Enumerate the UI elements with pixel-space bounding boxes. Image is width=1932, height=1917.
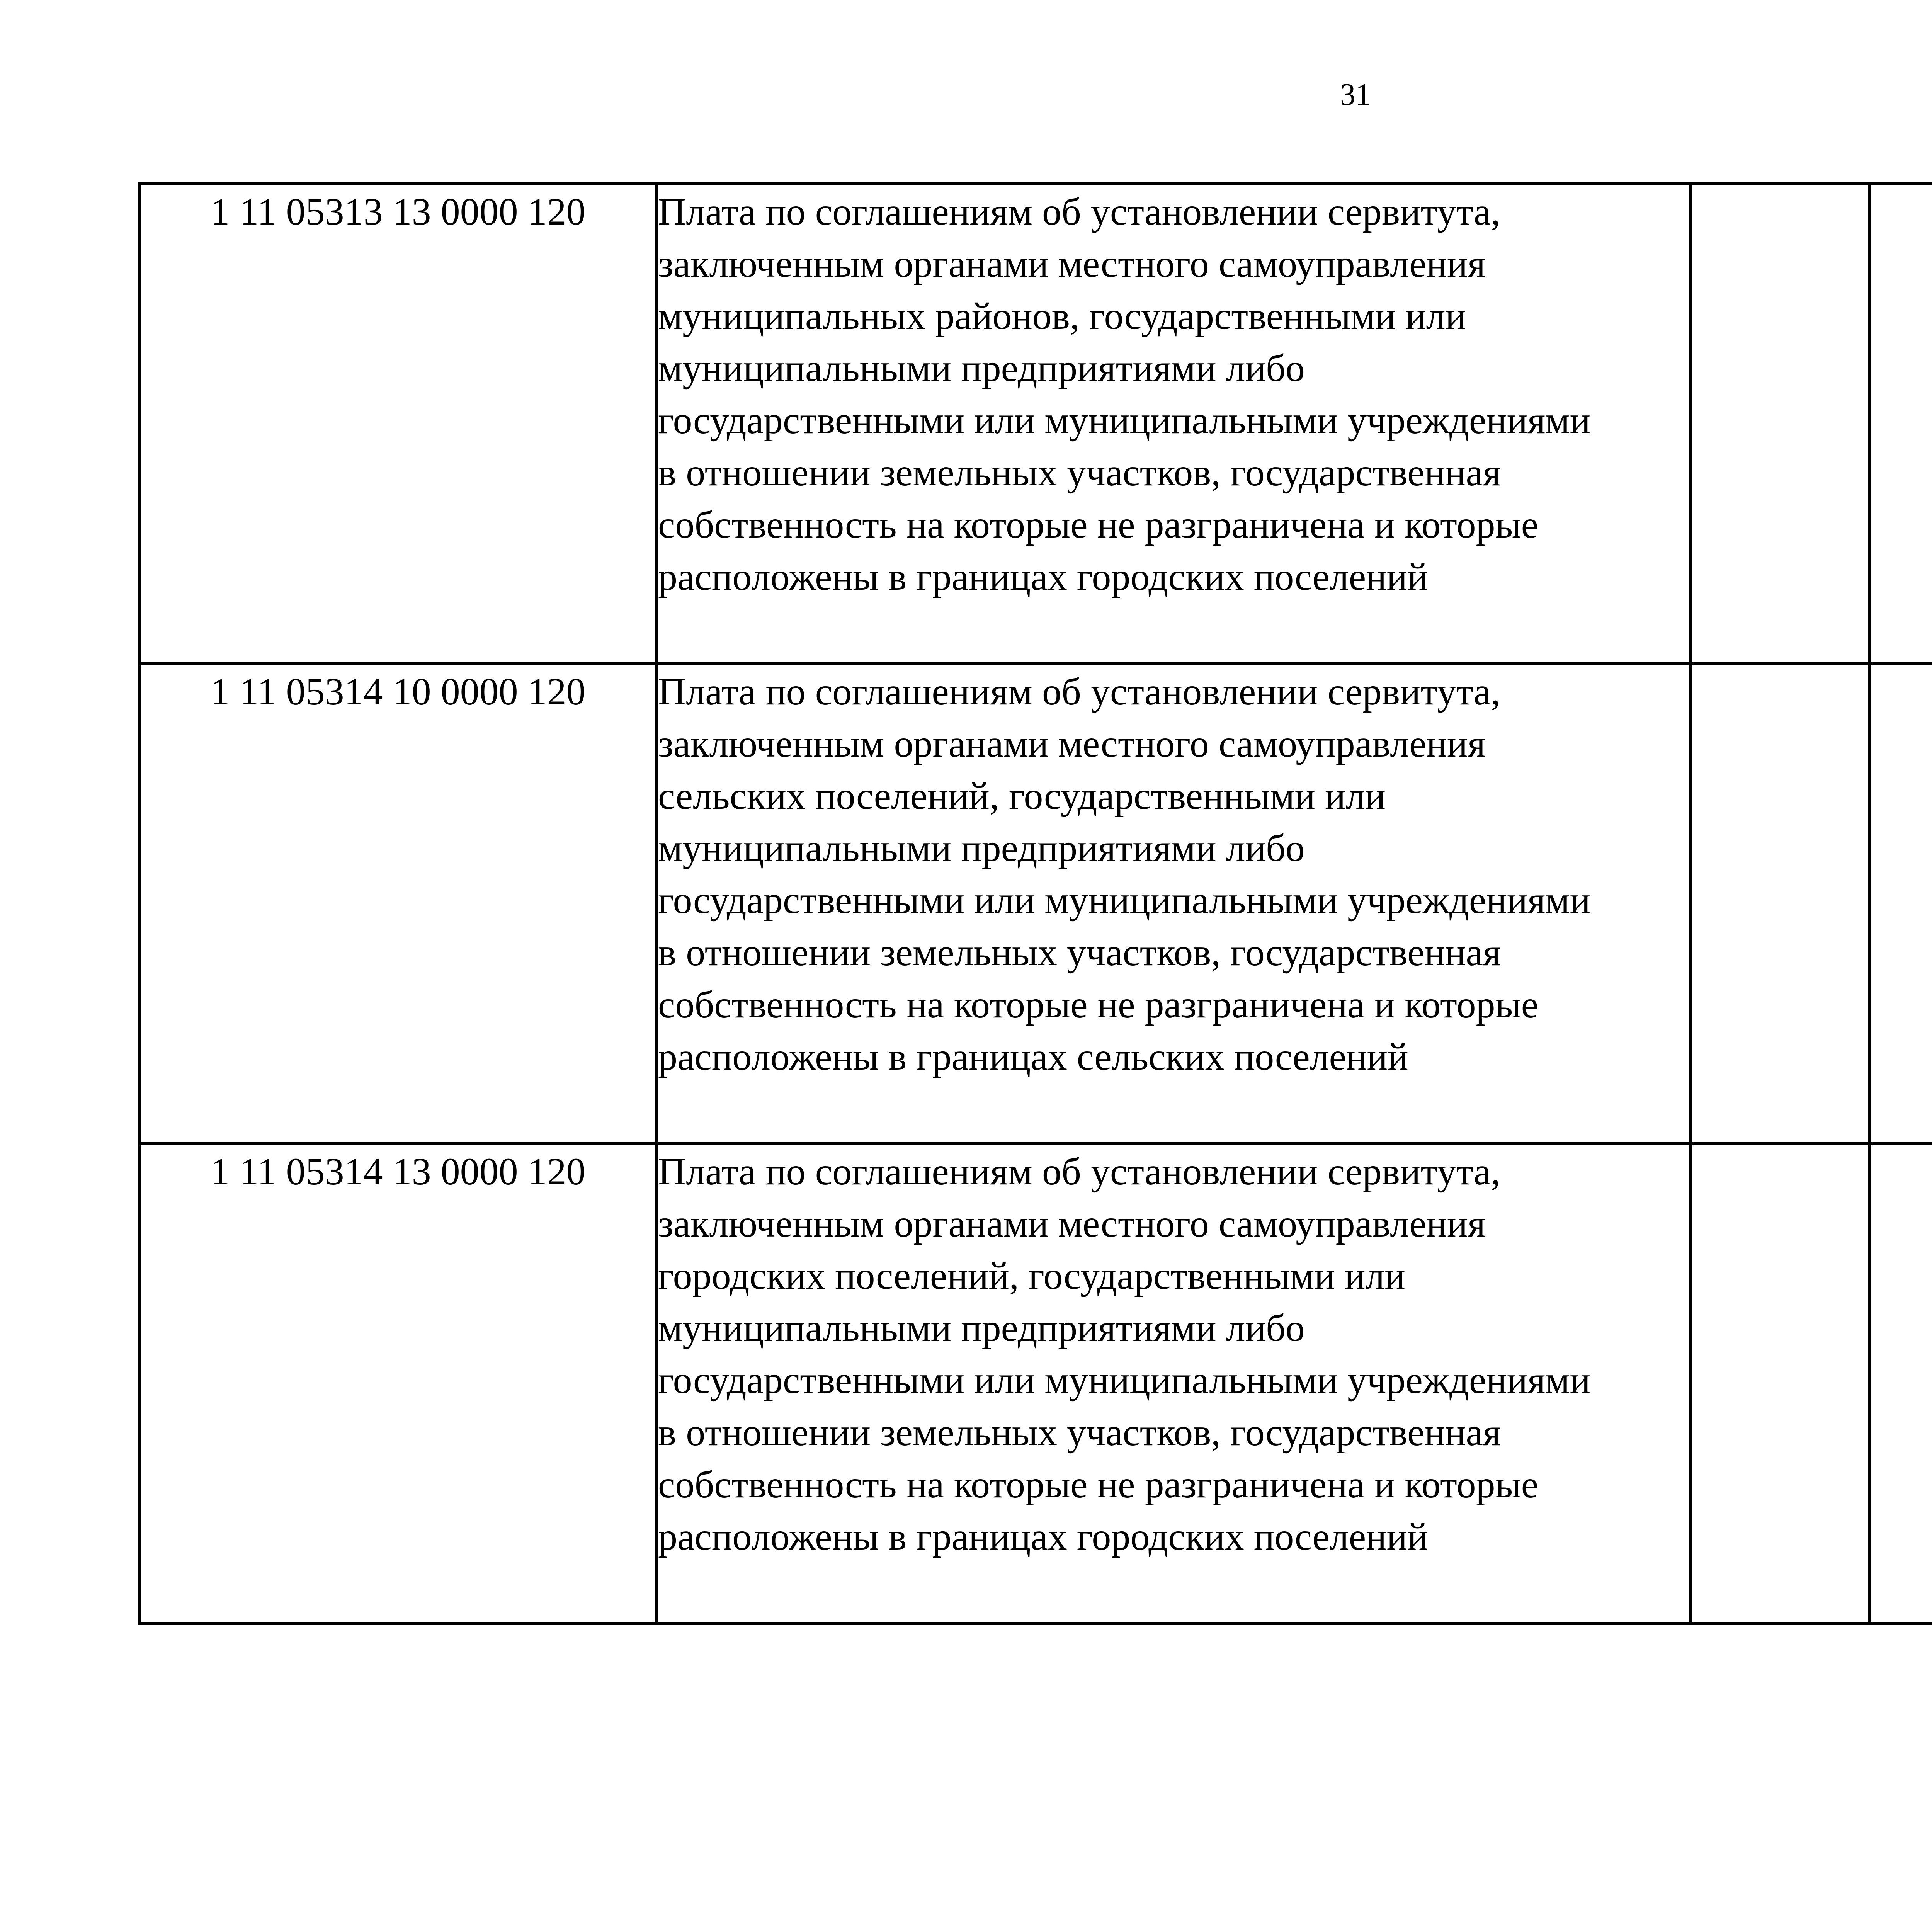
description-line: муниципальными предприятиями либо bbox=[658, 1306, 1305, 1349]
budget-code-cell: 1 11 05314 13 0000 120 bbox=[139, 1144, 656, 1624]
table-row bbox=[139, 184, 1932, 664]
table-row bbox=[139, 664, 1932, 1144]
description-line: собственность на которые не разграничена и которые bbox=[658, 503, 1539, 546]
description-line: собственность на которые не разграничена и которые bbox=[658, 1463, 1539, 1506]
description-cell bbox=[656, 664, 1690, 1144]
value-cell-4 bbox=[1870, 1144, 1932, 1624]
value-cell-4 bbox=[1870, 664, 1932, 1144]
value-cell-4 bbox=[1870, 184, 1932, 664]
description-line: муниципальных районов, государственными или bbox=[658, 294, 1466, 337]
table-row bbox=[139, 1144, 1932, 1624]
value-cell-3 bbox=[1690, 184, 1870, 664]
description-line: заключенным органами местного самоуправления bbox=[658, 242, 1486, 285]
description-line: в отношении земельных участков, государственная bbox=[658, 451, 1501, 494]
description-line: собственность на которые не разграничена и которые bbox=[658, 983, 1539, 1026]
description-line: Плата по соглашениям об установлении сервитута, bbox=[658, 670, 1501, 713]
description-line: заключенным органами местного самоуправления bbox=[658, 1202, 1486, 1245]
description-line: расположены в границах городских поселений bbox=[658, 555, 1428, 598]
description-cell bbox=[656, 184, 1690, 664]
budget-code-cell: 1 11 05314 10 0000 120 bbox=[139, 664, 656, 1144]
description-line: заключенным органами местного самоуправления bbox=[658, 722, 1486, 765]
description-line: муниципальными предприятиями либо bbox=[658, 347, 1305, 390]
description-line: расположены в границах сельских поселений bbox=[658, 1035, 1408, 1078]
value-cell-3 bbox=[1690, 1144, 1870, 1624]
value-cell-3 bbox=[1690, 664, 1870, 1144]
description-line: в отношении земельных участков, государственная bbox=[658, 931, 1501, 974]
description-line: государственными или муниципальными учреждениями bbox=[658, 1359, 1591, 1402]
description-line: расположены в границах городских поселений bbox=[658, 1515, 1428, 1558]
budget-code-cell: 1 11 05313 13 0000 120 bbox=[139, 184, 656, 664]
revenue-table bbox=[138, 182, 1932, 1625]
description-line: муниципальными предприятиями либо bbox=[658, 827, 1305, 869]
page-number: 31 bbox=[1340, 78, 1371, 112]
description-line: Плата по соглашениям об установлении сервитута, bbox=[658, 1150, 1501, 1193]
description-line: в отношении земельных участков, государственная bbox=[658, 1411, 1501, 1454]
description-cell bbox=[656, 1144, 1690, 1624]
description-line: сельских поселений, государственными или bbox=[658, 774, 1386, 817]
description-line: государственными или муниципальными учреждениями bbox=[658, 399, 1591, 442]
description-line: Плата по соглашениям об установлении сервитута, bbox=[658, 190, 1501, 233]
description-line: городских поселений, государственными или bbox=[658, 1254, 1405, 1297]
description-line: государственными или муниципальными учреждениями bbox=[658, 879, 1591, 922]
